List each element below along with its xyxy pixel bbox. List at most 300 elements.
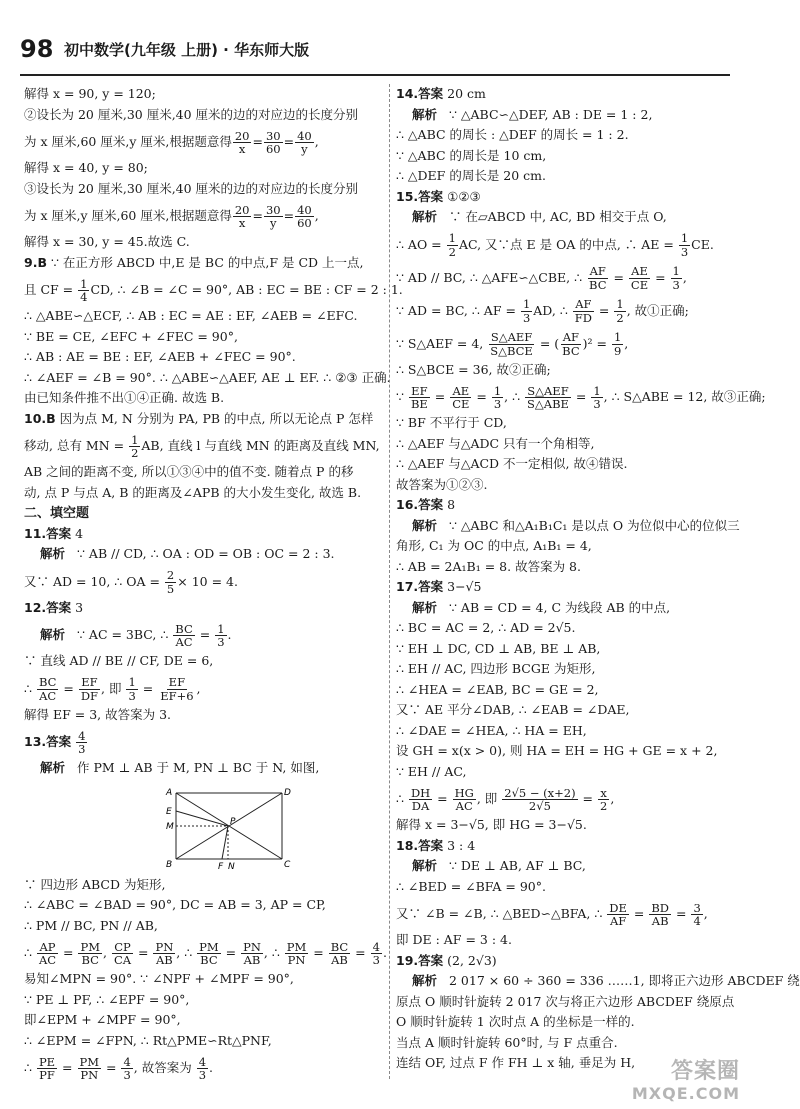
- text-span: =: [594, 302, 614, 318]
- fraction: [241, 941, 263, 966]
- text-span: =: [134, 945, 153, 960]
- text-line: [396, 454, 741, 475]
- fraction-denominator: PF: [39, 1068, 55, 1082]
- fraction-numerator: EF: [411, 383, 428, 398]
- text-span: ∵ △ABC∽△DEF, AB : DE = 1 : 2,: [445, 106, 653, 122]
- fraction-numerator: 1: [217, 621, 225, 636]
- text-span: 动, 点 P 与点 A, B 的距离及∠APB 的大小发生变化, 故选 B.: [24, 484, 362, 500]
- fraction-numerator: 1: [131, 432, 139, 447]
- question-number: 14.答案: [396, 86, 444, 101]
- fraction: [173, 623, 194, 648]
- fraction: [37, 1056, 57, 1081]
- fraction-denominator: BC: [589, 277, 607, 292]
- fraction: [76, 730, 87, 755]
- text-line: [24, 462, 386, 483]
- text-span: 3 : 4: [443, 837, 476, 853]
- fraction-numerator: CP: [114, 939, 131, 954]
- text-line: [396, 434, 741, 455]
- fraction: [649, 902, 671, 927]
- analysis-label: 解析: [40, 546, 66, 561]
- fraction-denominator: 5: [166, 581, 175, 596]
- text-span: ,: [624, 335, 629, 351]
- fraction-denominator: BC: [562, 343, 580, 358]
- text-line: [24, 875, 386, 896]
- text-line: [24, 327, 386, 348]
- text-line: [24, 895, 386, 916]
- fraction-denominator: 3: [217, 635, 225, 649]
- text-span: ∵ 在正方形 ABCD 中,E 是 BC 的中点,F 是 CD 上一点,: [46, 254, 364, 270]
- text-line: [24, 199, 386, 232]
- fraction-numerator: PN: [155, 939, 174, 954]
- fraction: [37, 676, 58, 701]
- text-span: 解得 x = 40, y = 80;: [24, 160, 148, 175]
- analysis-label: 解析: [40, 760, 66, 775]
- text-span: CD, ∴ ∠B = ∠C = 90°, AB : EC = BE : CF = 2 : 1.: [90, 282, 403, 297]
- analysis-label: 解析: [412, 209, 438, 224]
- text-span: 故答案为①②③.: [396, 476, 488, 492]
- fraction-numerator: 1: [493, 383, 502, 398]
- fraction-denominator: 4: [693, 914, 701, 928]
- text-span: ③设长为 20 厘米,30 厘米,40 厘米的边的对应边的长度分别: [24, 180, 359, 196]
- figure-line: [222, 826, 228, 859]
- fraction-denominator: 60: [265, 142, 281, 156]
- fraction: [560, 331, 581, 356]
- text-span: ∴ △DEF 的周长是 20 cm.: [396, 168, 547, 183]
- text-span: =: [59, 680, 78, 696]
- fraction-numerator: AE: [631, 264, 648, 279]
- fraction-denominator: FD: [574, 310, 592, 325]
- text-span: ∴ AB = 2A₁B₁ = 8. 故答案为 8.: [396, 558, 581, 574]
- text-line: [396, 877, 741, 898]
- text-span: =: [252, 134, 263, 149]
- analysis-label: 解析: [412, 517, 438, 533]
- text-span: 且 CF =: [24, 282, 78, 297]
- text-span: ①②③: [443, 188, 481, 204]
- text-span: )² =: [582, 335, 611, 351]
- question-number: 16.答案: [396, 497, 444, 512]
- question-number: 17.答案: [396, 579, 444, 594]
- fraction: [121, 1056, 132, 1081]
- text-line: [396, 261, 741, 294]
- text-line: [24, 1051, 386, 1084]
- text-line: [24, 936, 386, 969]
- fraction-numerator: 4: [372, 939, 380, 954]
- text-span: CE.: [691, 236, 714, 252]
- text-line: [396, 495, 741, 516]
- text-line: [396, 815, 741, 836]
- fraction-numerator: 1: [613, 330, 622, 345]
- fraction-numerator: BD: [651, 900, 670, 915]
- fraction-numerator: 1: [593, 383, 601, 398]
- fraction-numerator: BC: [330, 939, 349, 954]
- fraction: [79, 676, 100, 701]
- text-span: ∴ ∠BED = ∠BFA = 90°.: [396, 878, 546, 894]
- text-line: [396, 951, 741, 972]
- fraction-denominator: PN: [287, 953, 306, 967]
- fraction: [285, 941, 309, 966]
- text-span: , ∴: [504, 389, 525, 404]
- text-line: [396, 207, 741, 228]
- text-line: [396, 105, 741, 126]
- fraction: [453, 787, 476, 812]
- fraction: [78, 1056, 102, 1081]
- text-span: ∵ △ABC 的周长是 10 cm,: [396, 147, 547, 163]
- fraction-numerator: 40: [297, 202, 312, 217]
- text-line: [24, 544, 386, 565]
- fraction-denominator: AC: [38, 953, 57, 967]
- fraction-denominator: 3: [372, 953, 380, 967]
- fraction: [671, 265, 682, 290]
- fraction-denominator: 2: [448, 244, 456, 259]
- question-number: 11.答案: [24, 525, 72, 541]
- text-line: [24, 990, 386, 1011]
- fraction: [525, 385, 571, 410]
- text-line: [24, 672, 386, 705]
- fraction-denominator: CE: [630, 277, 649, 292]
- text-line: [396, 680, 741, 701]
- fraction-numerator: x: [600, 785, 607, 800]
- analysis-label: 解析: [412, 106, 438, 122]
- text-span: ∵ EH ⊥ DC, CD ⊥ AB, BE ⊥ AB,: [396, 640, 601, 656]
- text-span: ∵ △ABC 和△A₁B₁C₁ 是以点 O 为位似中心的位似三: [445, 517, 740, 533]
- fraction: [409, 385, 430, 410]
- text-span: 又∵ ∠B = ∠B, ∴ △BED∽△BFA, ∴: [396, 906, 607, 921]
- text-span: 即∠EPM + ∠MPF = 90°,: [24, 1012, 181, 1027]
- text-span: =: [629, 906, 649, 921]
- text-span: 角形, C₁ 为 OC 的中点, A₁B₁ = 4,: [396, 538, 592, 553]
- figure-line: [176, 811, 228, 826]
- text-span: ∴ S△BCE = 36, 故②正确;: [396, 361, 551, 377]
- page-header: [20, 35, 730, 76]
- text-span: 连结 OF, 过点 F 作 FH ⊥ x 轴, 垂足为 H,: [396, 1055, 636, 1070]
- text-span: ∴ BC = AC = 2, ∴ AD = 2√5.: [396, 620, 576, 635]
- fraction-numerator: 3: [693, 900, 701, 915]
- question-number: 19.答案: [396, 952, 444, 968]
- figure-label-C: C: [284, 859, 291, 870]
- text-span: ∴ △ABE∽△ECF, ∴ AB : EC = AE : EF, ∠AEB = ∠EFC.: [24, 308, 358, 323]
- text-span: , ∴: [263, 945, 284, 960]
- fraction-denominator: CA: [113, 953, 132, 967]
- text-line: [396, 836, 741, 857]
- text-span: [71, 734, 75, 749]
- text-line: [24, 84, 386, 105]
- text-span: 20 cm: [443, 86, 486, 101]
- text-line: [396, 1033, 741, 1054]
- text-line: [396, 992, 741, 1013]
- text-span: ,: [102, 945, 111, 960]
- fraction-denominator: S△ABE: [527, 397, 569, 411]
- text-span: , ∴: [176, 945, 197, 960]
- text-span: ∴ ∠EPM = ∠FPN, ∴ Rt△PME∽Rt△PNF,: [24, 1032, 272, 1048]
- text-span: =: [252, 208, 263, 223]
- fraction-numerator: 2√5 − (x+2): [504, 785, 576, 800]
- fraction-denominator: 3: [198, 1068, 207, 1082]
- fraction: [264, 204, 283, 229]
- text-line: [24, 725, 386, 758]
- fraction: [37, 941, 58, 966]
- text-span: ∵ AC = 3BC, ∴: [73, 627, 173, 642]
- fraction: [78, 278, 89, 303]
- fraction: [165, 569, 176, 594]
- fraction: [409, 787, 432, 812]
- text-span: ∵ EH // AC,: [396, 763, 467, 779]
- text-span: ∴: [396, 791, 408, 806]
- fraction-denominator: AB: [331, 953, 348, 967]
- text-span: ∴ AO =: [396, 236, 446, 252]
- watermark: [632, 1059, 740, 1103]
- fraction-denominator: 2: [600, 799, 608, 813]
- text-span: ∴ ∠AEF = ∠B = 90°. ∴ △ABE∽△AEF, AE ⊥ EF. ∴ ②③ 正确.: [24, 369, 391, 385]
- text-span: × 10 = 4.: [177, 573, 238, 589]
- text-span: AB, 直线 l 与直线 MN 的距离及直线 MN,: [141, 438, 380, 453]
- text-line: [396, 557, 741, 578]
- text-span: =: [102, 1060, 121, 1075]
- text-span: 当点 A 顺时针旋转 60°时, 与 F 点重合.: [396, 1034, 618, 1050]
- rectangle-figure: [164, 781, 294, 873]
- fraction-numerator: AF: [589, 264, 606, 279]
- text-span: ∵ BF 不平行于 CD,: [396, 415, 507, 430]
- fraction: [329, 941, 350, 966]
- fraction-denominator: 3: [123, 1068, 131, 1082]
- text-span: 原点 O 顺时针旋转 2 017 次与将正六边形 ABCDEF 绕原点: [396, 993, 735, 1009]
- fraction: [679, 232, 690, 257]
- text-span: =: [351, 945, 370, 960]
- text-span: 8: [443, 497, 456, 512]
- text-line: [396, 721, 741, 742]
- fraction: [158, 676, 195, 701]
- text-span: ∵ 在▱ABCD 中, AC, BD 相交于点 O,: [445, 209, 667, 224]
- text-line: [396, 84, 741, 105]
- question-number: 15.答案: [396, 188, 444, 204]
- fraction: [295, 130, 314, 155]
- fraction-denominator: BE: [410, 397, 428, 411]
- text-span: ∴: [24, 945, 36, 960]
- fraction-numerator: PE: [38, 1054, 56, 1069]
- fraction-numerator: 1: [616, 297, 624, 312]
- text-span: , 故答案为: [133, 1060, 196, 1075]
- text-line: [396, 327, 741, 360]
- fraction-numerator: S△AEF: [490, 330, 533, 345]
- question-number: 18.答案: [396, 837, 444, 853]
- analysis-label: 解析: [412, 858, 438, 873]
- fraction-denominator: x: [238, 142, 246, 156]
- fraction-denominator: 3: [680, 244, 689, 259]
- text-line: [396, 475, 741, 496]
- text-line: [396, 618, 741, 639]
- text-line: [396, 360, 741, 381]
- fraction-denominator: AB: [155, 953, 173, 967]
- text-line: [24, 273, 403, 306]
- fraction: [295, 204, 314, 229]
- fraction-numerator: 2: [166, 568, 175, 583]
- fraction: [215, 623, 226, 648]
- fraction: [492, 385, 503, 410]
- text-line: [24, 483, 386, 504]
- text-span: ∴ ∠ABC = ∠BAD = 90°, DC = AB = 3, AP = CP,: [24, 897, 326, 912]
- fraction-denominator: S△BCE: [490, 343, 533, 358]
- fraction-denominator: AB: [243, 953, 261, 967]
- text-span: 2 017 × 60 ÷ 360 = 336 ……1, 即将正六边形 ABCDEF 绕: [445, 973, 800, 988]
- text-line: [396, 700, 741, 721]
- text-line: [24, 306, 386, 327]
- text-span: 易知∠MPN = 90°. ∵ ∠NPF + ∠MPF = 90°,: [24, 971, 294, 986]
- text-span: =: [433, 791, 452, 806]
- fraction-numerator: 1: [680, 231, 689, 246]
- fraction-denominator: y: [270, 216, 277, 230]
- text-span: =: [221, 945, 241, 960]
- figure-label-M: M: [166, 821, 174, 832]
- text-span: ②设长为 20 厘米,30 厘米,40 厘米的边的对应边的长度分别: [24, 106, 359, 122]
- text-line: [396, 1012, 741, 1033]
- text-line: [396, 187, 741, 208]
- text-span: =: [58, 1060, 77, 1075]
- fraction: [129, 434, 140, 459]
- text-span: 3−√5: [443, 579, 482, 594]
- fraction-denominator: AC: [455, 799, 473, 813]
- figure-label-B: B: [166, 859, 173, 870]
- fraction-numerator: 1: [80, 276, 88, 291]
- text-line: [24, 618, 386, 651]
- text-span: 为 x 厘米,y 厘米,60 厘米,根据题意得: [24, 208, 232, 223]
- fraction-numerator: 1: [672, 264, 680, 279]
- fraction-denominator: BC: [81, 953, 99, 967]
- text-span: = (: [535, 335, 560, 351]
- text-line: [396, 413, 741, 434]
- text-line: [24, 503, 386, 524]
- fraction-denominator: BC: [200, 953, 218, 967]
- fraction: [587, 265, 608, 290]
- fraction-denominator: AC: [39, 688, 57, 703]
- text-span: ∵ DE ⊥ AB, AF ⊥ BC,: [445, 858, 586, 873]
- text-span: =: [672, 906, 691, 921]
- text-span: ∴: [24, 680, 36, 696]
- text-line: [24, 105, 386, 126]
- fraction-numerator: 20: [234, 128, 250, 143]
- text-line: [24, 429, 386, 462]
- fraction-denominator: 2: [131, 446, 139, 460]
- fraction-numerator: DH: [410, 785, 431, 800]
- text-span: ,: [196, 680, 201, 696]
- fraction-numerator: 30: [265, 128, 281, 143]
- fraction-numerator: EF: [168, 675, 186, 690]
- fraction-numerator: AF: [562, 330, 580, 345]
- text-span: ∴ EH // AC, 四边形 BCGE 为矩形,: [396, 661, 596, 676]
- fraction-denominator: 2√5: [528, 799, 551, 813]
- fraction-numerator: BC: [175, 621, 193, 636]
- fraction-denominator: 4: [80, 290, 88, 304]
- text-line: [24, 179, 386, 200]
- fraction: [598, 787, 609, 812]
- fraction-denominator: 3: [128, 688, 136, 703]
- fraction-denominator: y: [301, 142, 308, 156]
- fraction-numerator: BC: [38, 675, 57, 690]
- analysis-label: 解析: [412, 973, 438, 988]
- left-column: [24, 84, 403, 1101]
- text-line: [24, 347, 386, 368]
- text-span: =: [609, 269, 628, 285]
- text-span: =: [283, 208, 295, 223]
- text-span: 作 PM ⊥ AB 于 M, PN ⊥ BC 于 N, 如图,: [73, 760, 320, 775]
- text-span: 4: [71, 525, 84, 541]
- text-line: [396, 294, 741, 327]
- text-line: [24, 651, 386, 672]
- watermark-url: MXQE.COM: [631, 1083, 740, 1103]
- page-number: 98: [20, 35, 54, 63]
- text-span: 由已知条件推不出①④正确. 故选 B.: [24, 390, 225, 405]
- text-span: ,: [314, 134, 319, 149]
- fraction-denominator: AC: [175, 635, 193, 649]
- fraction-denominator: x: [238, 216, 246, 230]
- text-line: [396, 598, 741, 619]
- fraction-numerator: 1: [448, 231, 456, 246]
- question-number: 13.答案: [24, 734, 72, 749]
- text-line: [24, 1031, 386, 1052]
- fraction: [573, 298, 594, 323]
- text-span: ∵ AD = BC, ∴ AF =: [396, 302, 520, 318]
- text-line: [24, 969, 386, 990]
- text-line: [396, 228, 741, 261]
- fraction-denominator: 2: [616, 310, 624, 325]
- text-line: [24, 565, 386, 598]
- text-span: 解得 x = 90, y = 120;: [24, 86, 156, 101]
- text-line: [24, 758, 386, 779]
- question-number: 10.B: [24, 410, 56, 426]
- fraction-denominator: 3: [493, 397, 502, 411]
- fraction: [607, 902, 629, 927]
- text-span: ∵ 直线 AD // BE // CF, DE = 6,: [24, 653, 214, 668]
- text-span: ∴ △ABC 的周长 : △DEF 的周长 = 1 : 2.: [396, 127, 629, 142]
- text-line: [396, 856, 741, 877]
- fraction-numerator: 1: [522, 297, 531, 312]
- text-line: [396, 659, 741, 680]
- fraction-denominator: 3: [522, 310, 531, 325]
- fraction-numerator: AP: [39, 939, 56, 954]
- text-span: 因为点 M, N 分别为 PA, PB 的中点, 所以无论点 P 怎样: [55, 410, 374, 426]
- fraction-numerator: EF: [81, 675, 98, 690]
- text-span: ∴ △AEF 与△ACD 不一定相似, 故④错误.: [396, 456, 628, 471]
- text-span: =: [283, 134, 295, 149]
- text-span: .: [227, 627, 232, 642]
- fraction-numerator: HG: [454, 785, 474, 800]
- fraction-numerator: 4: [198, 1054, 207, 1069]
- text-span: ∵ PE ⊥ PF, ∴ ∠EPF = 90°,: [24, 991, 190, 1007]
- fraction: [126, 676, 137, 701]
- text-span: =: [309, 945, 328, 960]
- text-span: ∴ △AEF 与△ADC 只有一个角相等,: [396, 435, 595, 451]
- fraction-denominator: AB: [651, 914, 669, 928]
- fraction-numerator: AE: [452, 383, 470, 398]
- text-span: =: [195, 627, 215, 642]
- text-span: ∵ AB = CD = 4, C 为线段 AB 的中点,: [445, 599, 671, 615]
- text-line: [24, 705, 386, 726]
- text-line: [24, 368, 391, 389]
- text-line: [396, 166, 741, 187]
- fraction-denominator: 3: [672, 277, 680, 292]
- fraction: [371, 941, 382, 966]
- text-span: ∴ AB : AE = BE : EF, ∠AEB + ∠FEC = 90°.: [24, 349, 296, 364]
- figure-label-D: D: [284, 787, 291, 798]
- text-span: 设 GH = x(x > 0), 则 HA = EH = HG + GE = x + 2,: [396, 743, 718, 758]
- text-span: ,: [703, 906, 708, 921]
- text-span: 解得 EF = 3, 故答案为 3.: [24, 706, 171, 722]
- text-line: [396, 639, 741, 660]
- text-span: O 顺时针旋转 1 次时点 A 的坐标是一样的.: [396, 1014, 635, 1029]
- fraction: [233, 130, 252, 155]
- text-span: ∴: [24, 1060, 36, 1075]
- text-line: [396, 897, 741, 930]
- fraction-numerator: DE: [609, 900, 627, 915]
- text-span: 又∵ AE 平分∠DAB, ∴ ∠EAB = ∠DAE,: [396, 702, 630, 717]
